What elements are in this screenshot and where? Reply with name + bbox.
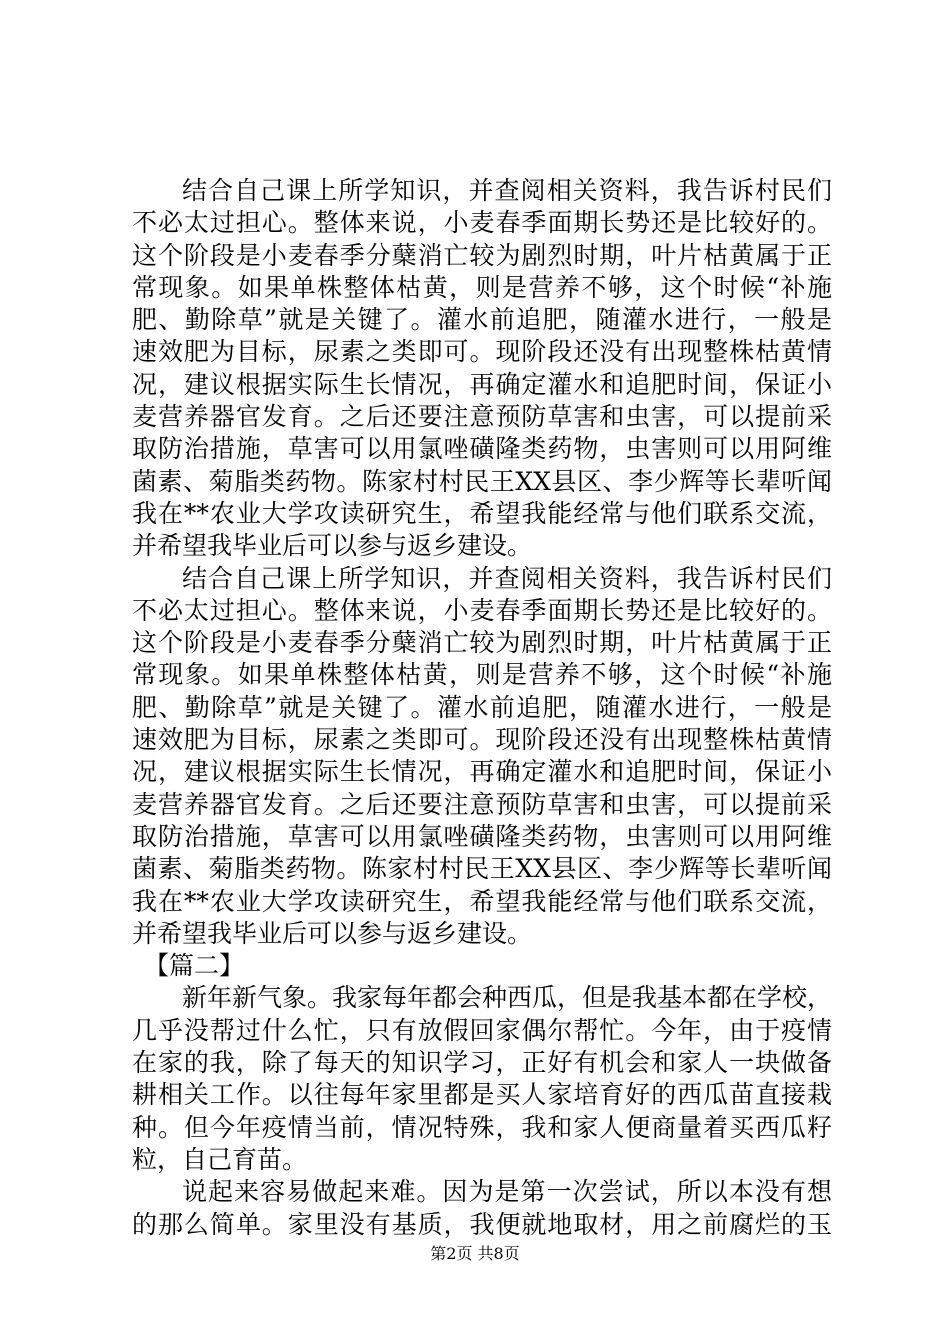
- text-line: 取防治措施，草害可以用氯唑磺隆类药物，虫害则可以用阿维: [132, 434, 832, 464]
- text-line: 我在**农业大学攻读研究生，希望我能经常与他们联系交流，: [132, 498, 832, 528]
- text-line: 不必太过担心。整体来说，小麦春季面期长势还是比较好的。: [132, 208, 832, 238]
- text-line: 耕相关工作。以往每年家里都是买人家培育好的西瓜苗直接栽: [132, 1080, 832, 1110]
- text-line: 几乎没帮过什么忙，只有放假回家偶尔帮忙。今年，由于疫情: [132, 1015, 832, 1045]
- text-line: 说起来容易做起来难。因为是第一次尝试，所以本没有想: [182, 1177, 832, 1207]
- text-line: 肥、勤除草”就是关键了。灌水前追肥，随灌水进行，一般是: [132, 692, 832, 722]
- text-line: 粒，自己育苗。: [132, 1144, 308, 1174]
- text-line: 常现象。如果单株整体枯黄，则是营养不够，这个时候“补施: [132, 272, 832, 302]
- page-number-footer: 第2页 共8页: [430, 1244, 520, 1263]
- text-line: 在家的我，除了每天的知识学习，正好有机会和家人一块做备: [132, 1048, 832, 1078]
- text-line: 麦营养器官发育。之后还要注意预防草害和虫害，可以提前采: [132, 402, 832, 432]
- text-line: 速效肥为目标，尿素之类即可。现阶段还没有出现整株枯黄情: [132, 725, 832, 755]
- text-line: 速效肥为目标，尿素之类即可。现阶段还没有出现整株枯黄情: [132, 337, 832, 367]
- text-line: 况，建议根据实际生长情况，再确定灌水和追肥时间，保证小: [132, 757, 832, 787]
- text-line: 结合自己课上所学知识，并查阅相关资料，我告诉村民们: [182, 563, 832, 593]
- text-line: 常现象。如果单株整体枯黄，则是营养不够，这个时候“补施: [132, 660, 832, 690]
- paragraph-4: [132, 1176, 832, 1241]
- paragraph-3: [132, 982, 832, 1176]
- text-line: 菌素、菊脂类药物。陈家村村民王XX县区、李少辉等长辈听闻: [132, 466, 832, 496]
- section-heading: 【篇二】: [144, 951, 245, 981]
- text-line: 况，建议根据实际生长情况，再确定灌水和追肥时间，保证小: [132, 369, 832, 399]
- text-line: 结合自己课上所学知识，并查阅相关资料，我告诉村民们: [182, 176, 832, 205]
- text-line: 这个阶段是小麦春季分蘖消亡较为剧烈时期，叶片枯黄属于正: [132, 240, 832, 270]
- text-line: 取防治措施，草害可以用氯唑磺隆类药物，虫害则可以用阿维: [132, 821, 832, 851]
- text-line: 并希望我毕业后可以参与返乡建设。: [132, 918, 533, 948]
- text-line: 这个阶段是小麦春季分蘖消亡较为剧烈时期，叶片枯黄属于正: [132, 628, 832, 658]
- text-line: 种。但今年疫情当前，情况特殊，我和家人便商量着买西瓜籽: [132, 1112, 832, 1142]
- text-line: 麦营养器官发育。之后还要注意预防草害和虫害，可以提前采: [132, 789, 832, 819]
- text-line: 菌素、菊脂类药物。陈家村村民王XX县区、李少辉等长辈听闻: [132, 854, 832, 884]
- text-line: 肥、勤除草”就是关键了。灌水前追肥，随灌水进行，一般是: [132, 305, 832, 335]
- text-line: 的那么简单。家里没有基质，我便就地取材，用之前腐烂的玉: [132, 1209, 832, 1239]
- paragraph-1: [132, 175, 832, 563]
- text-line: 并希望我毕业后可以参与返乡建设。: [132, 531, 533, 561]
- text-line: 新年新气象。我家每年都会种西瓜，但是我基本都在学校，: [182, 983, 833, 1013]
- paragraph-2: [132, 563, 832, 951]
- document-body: [132, 175, 832, 1241]
- text-line: 不必太过担心。整体来说，小麦春季面期长势还是比较好的。: [132, 595, 832, 625]
- text-line: 我在**农业大学攻读研究生，希望我能经常与他们联系交流，: [132, 886, 832, 916]
